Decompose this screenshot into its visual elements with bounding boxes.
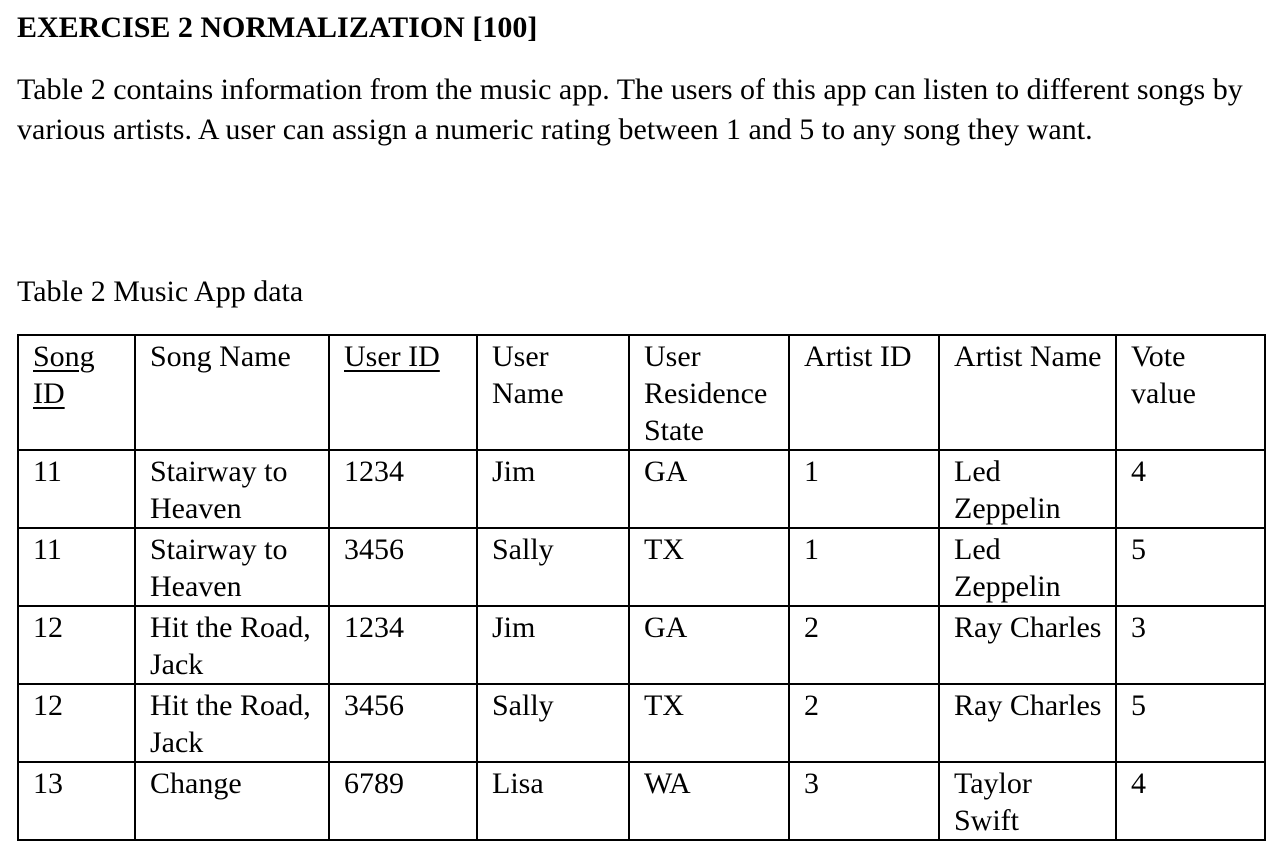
- column-header-artist-id: [789, 335, 939, 450]
- cell-user-name: Jim: [477, 450, 629, 528]
- cell-artist-name: Led Zeppelin: [939, 528, 1116, 606]
- column-header-user-residence-state: [629, 335, 789, 450]
- column-header-song-id: [18, 335, 135, 450]
- cell-vote-value: 4: [1116, 450, 1265, 528]
- table-row: [18, 606, 1265, 684]
- table-row: [18, 684, 1265, 762]
- column-header-vote-value: [1116, 335, 1265, 450]
- column-header-song-name: [135, 335, 329, 450]
- cell-user-state: TX: [629, 528, 789, 606]
- table-caption: Table 2 Music App data: [17, 275, 304, 308]
- cell-artist-id: 1: [789, 450, 939, 528]
- cell-user-name: Sally: [477, 684, 629, 762]
- cell-vote-value: 3: [1116, 606, 1265, 684]
- table-row: [18, 528, 1265, 606]
- cell-song-name: Stairway to Heaven: [135, 450, 329, 528]
- cell-user-state: GA: [629, 450, 789, 528]
- table-row: [18, 762, 1265, 840]
- cell-user-state: WA: [629, 762, 789, 840]
- cell-song-id: 11: [18, 450, 135, 528]
- cell-user-name: Lisa: [477, 762, 629, 840]
- cell-user-id: 1234: [329, 450, 477, 528]
- intro-paragraph: Table 2 contains information from the music app. The users of this app can listen to different songs by various artists. A user can assign a numeric rating between 1 and 5 to any song they want.: [17, 73, 1243, 146]
- cell-song-name: Change: [135, 762, 329, 840]
- table-row: [18, 450, 1265, 528]
- cell-song-name: Hit the Road, Jack: [135, 684, 329, 762]
- cell-song-id: 12: [18, 606, 135, 684]
- cell-artist-name: Taylor Swift: [939, 762, 1116, 840]
- column-header-artist-name: [939, 335, 1116, 450]
- cell-artist-name: Ray Charles: [939, 684, 1116, 762]
- cell-song-id: 11: [18, 528, 135, 606]
- table-header-row: [18, 335, 1265, 450]
- exercise-heading: EXERCISE 2 NORMALIZATION [100]: [17, 11, 538, 44]
- cell-user-name: Jim: [477, 606, 629, 684]
- header-label: User ID: [344, 340, 440, 373]
- cell-artist-name: Led Zeppelin: [939, 450, 1116, 528]
- header-label: Song Name: [150, 340, 291, 373]
- cell-user-id: 3456: [329, 528, 477, 606]
- header-label: Song ID: [33, 340, 95, 410]
- cell-user-id: 1234: [329, 606, 477, 684]
- cell-vote-value: 4: [1116, 762, 1265, 840]
- cell-user-id: 6789: [329, 762, 477, 840]
- header-label: User Name: [492, 340, 564, 410]
- music-app-table: [17, 334, 1266, 841]
- cell-song-id: 12: [18, 684, 135, 762]
- cell-artist-id: 2: [789, 606, 939, 684]
- column-header-user-id: [329, 335, 477, 450]
- cell-user-name: Sally: [477, 528, 629, 606]
- header-label: Artist ID: [804, 340, 912, 373]
- cell-artist-id: 2: [789, 684, 939, 762]
- cell-artist-id: 3: [789, 762, 939, 840]
- header-label: Artist Name: [954, 340, 1102, 373]
- cell-song-name: Hit the Road, Jack: [135, 606, 329, 684]
- cell-user-state: GA: [629, 606, 789, 684]
- column-header-user-name: [477, 335, 629, 450]
- cell-user-id: 3456: [329, 684, 477, 762]
- header-label: User Residence State: [644, 340, 768, 447]
- cell-vote-value: 5: [1116, 684, 1265, 762]
- cell-song-name: Stairway to Heaven: [135, 528, 329, 606]
- header-label: Vote value: [1131, 340, 1196, 410]
- cell-artist-id: 1: [789, 528, 939, 606]
- cell-user-state: TX: [629, 684, 789, 762]
- cell-vote-value: 5: [1116, 528, 1265, 606]
- cell-song-id: 13: [18, 762, 135, 840]
- cell-artist-name: Ray Charles: [939, 606, 1116, 684]
